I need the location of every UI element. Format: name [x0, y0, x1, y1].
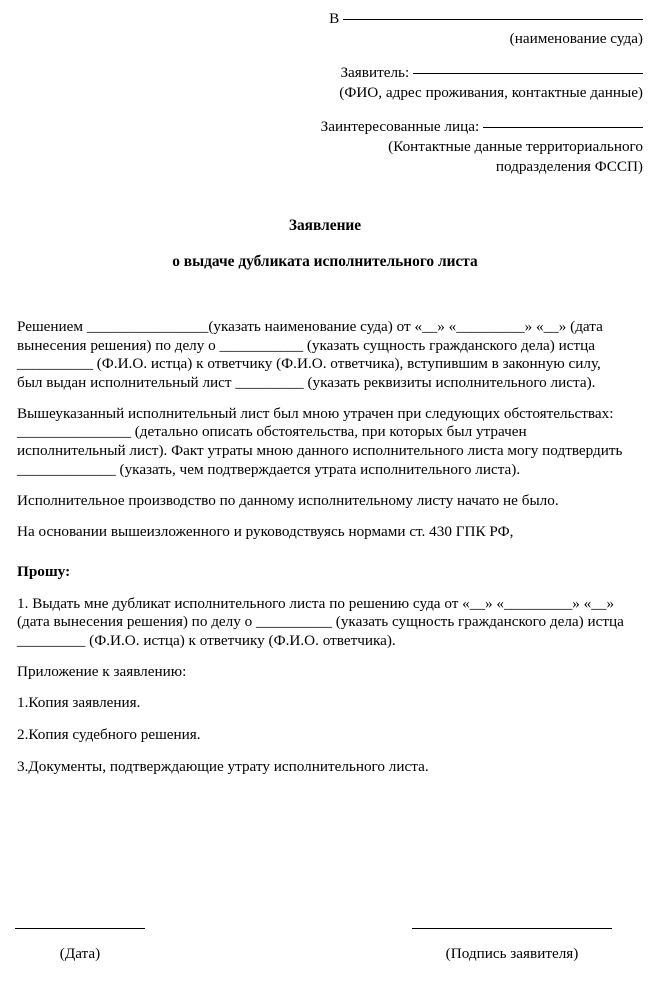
request-heading: Прошу:	[17, 562, 71, 580]
attachment-item: 3.Документы, подтверждающие утрату исполнительного листа.	[17, 757, 429, 775]
date-blank-rule[interactable]	[15, 928, 145, 929]
court-name-blank-rule[interactable]	[343, 19, 643, 20]
document-title: Заявление	[288, 217, 362, 234]
body-paragraph-3: Исполнительное производство по данному исполнительному листу начато не было.	[17, 491, 559, 509]
attachments-heading: Приложение к заявлению:	[17, 662, 187, 680]
applicant-blank-rule[interactable]	[413, 73, 643, 74]
court-caption: (наименование суда)	[509, 30, 643, 47]
document-subtitle: о выдаче дубликата исполнительного листа	[172, 253, 478, 270]
document-header	[300, 8, 643, 177]
interested-persons-row	[300, 116, 643, 137]
interested-persons-caption-line2: подразделения ФССП)	[495, 158, 643, 175]
signature-label: (Подпись заявителя)	[445, 945, 579, 962]
document-body	[17, 318, 629, 789]
body-spacer	[17, 554, 629, 563]
date-signature-column	[15, 928, 205, 963]
attachment-item: 2.Копия судебного решения.	[17, 726, 201, 743]
body-paragraph-2: Вышеуказанный исполнительный лист был мною утрачен при следующих обстоятельствах: _______________ (детально описать обстоятельства, при которых был утрачен исполнительный лист). Факт утраты мною данного исполнительного листа могу подтвердить _____________ (указать, чем подтверждается утрата исполнительного листа).	[17, 404, 623, 478]
interested-persons-caption-line1: (Контактные данные территориального	[388, 138, 643, 155]
applicant-caption: (ФИО, адрес проживания, контактные данные)	[339, 84, 643, 101]
request-item-1: 1. Выдать мне дубликат исполнительного листа по решению суда от «__» «_________» «__» (дата вынесения решения) по делу о __________ (указать сущность гражданского дела) истца _________ (Ф.И.О. истца) к ответчику (Ф.И.О. ответчика).	[17, 594, 624, 649]
signature-blank-rule[interactable]	[412, 928, 612, 929]
applicant-label: Заявитель:	[340, 64, 410, 81]
body-paragraph-1: Решением ________________(указать наименование суда) от «__» «_________» «__» (дата вынесения решения) по делу о ___________ (указать сущность гражданского дела) истца __________ (Ф.И.О. истца) к ответчику (Ф.И.О. ответчика), вступившим в законную силу, был выдан исполнительный лист _________ (указать реквизиты исполнительного листа).	[17, 318, 603, 391]
interested-persons-blank-rule[interactable]	[483, 127, 643, 128]
signature-block	[0, 928, 650, 982]
date-label: (Дата)	[59, 945, 101, 962]
body-paragraph-4: На основании вышеизложенного и руководствуясь нормами ст. 430 ГПК РФ,	[17, 522, 514, 540]
applicant-row	[300, 62, 643, 83]
interested-persons-label: Заинтересованные лица:	[320, 118, 480, 135]
court-prefix-label: В	[329, 10, 340, 27]
attachment-item: 1.Копия заявления.	[17, 694, 141, 712]
applicant-signature-column	[412, 928, 632, 963]
court-row	[300, 8, 643, 29]
